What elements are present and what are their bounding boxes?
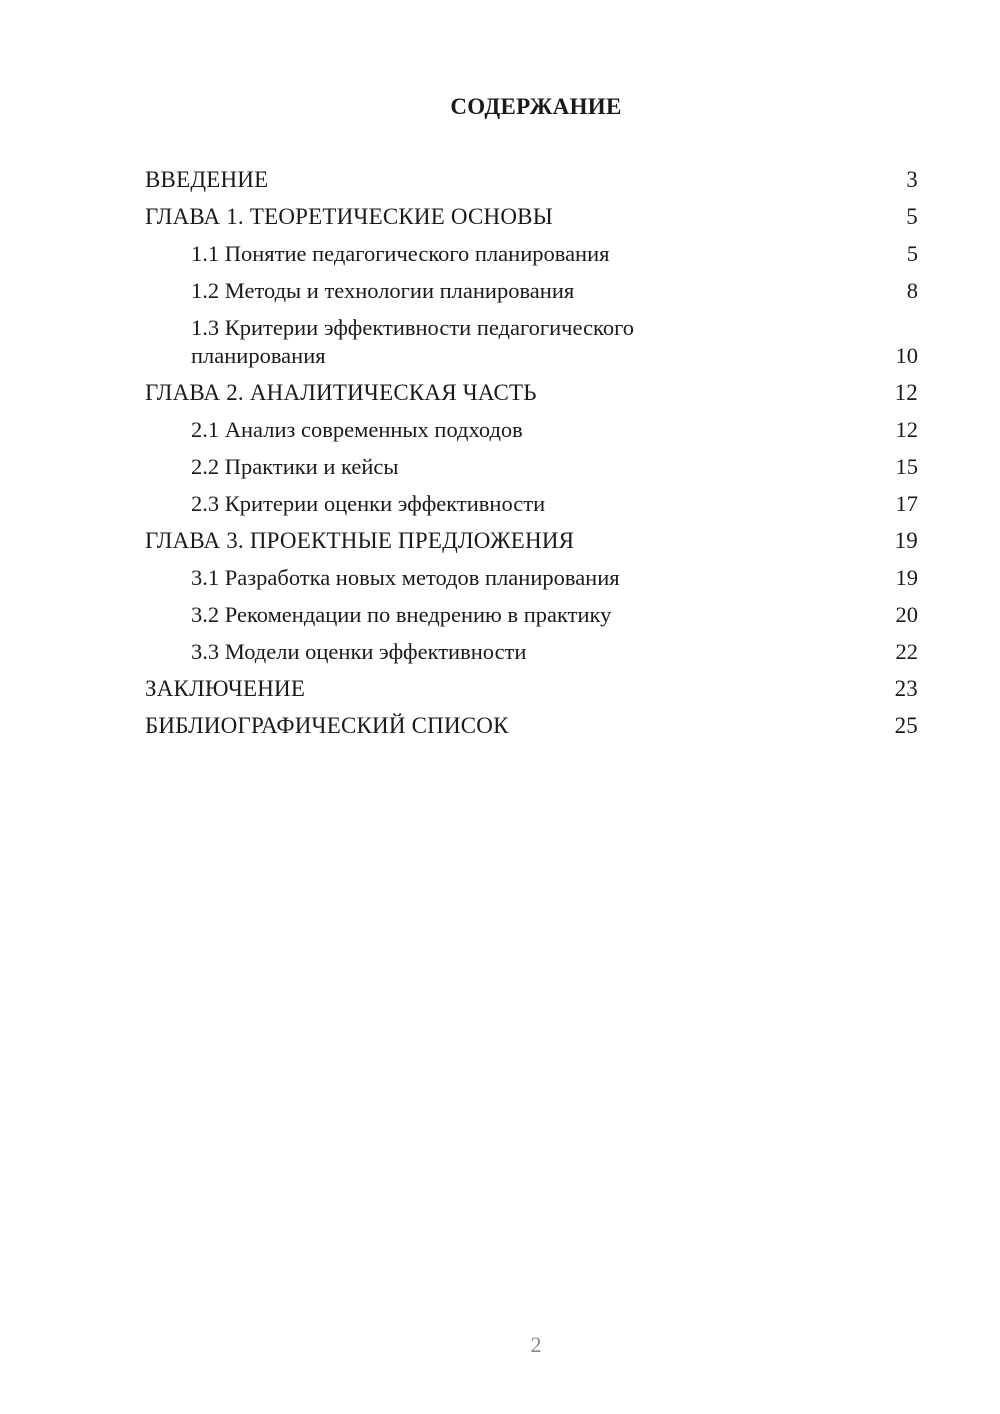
toc-entry-page: 25 xyxy=(894,713,918,738)
toc-entry-section-2-3[interactable] xyxy=(145,490,918,518)
toc-entry-label: 3.2 Рекомендации по внедрению в практику xyxy=(191,602,612,627)
toc-entry-bibliography[interactable] xyxy=(145,712,918,740)
page-number: 2 xyxy=(530,1332,542,1357)
toc-entry-section-3-2[interactable] xyxy=(145,601,918,629)
toc-entry-label: ГЛАВА 2. АНАЛИТИЧЕСКАЯ ЧАСТЬ xyxy=(145,380,537,405)
toc-entry-page: 19 xyxy=(895,565,918,590)
toc-entry-label: ВВЕДЕНИЕ xyxy=(145,167,269,192)
toc-entry-label: 2.3 Критерии оценки эффективности xyxy=(191,491,546,516)
toc-entry-section-2-1[interactable] xyxy=(145,416,918,444)
toc-entry-page: 8 xyxy=(906,278,918,303)
toc-entry-page: 12 xyxy=(894,380,918,405)
toc-entry-page: 5 xyxy=(906,204,918,229)
toc-entry-label: 2.2 Практики и кейсы xyxy=(191,454,399,479)
toc-entry-chapter-2[interactable] xyxy=(145,379,918,407)
toc-entry-page: 23 xyxy=(894,676,918,701)
toc-entry-label: ГЛАВА 1. ТЕОРЕТИЧЕСКИЕ ОСНОВЫ xyxy=(145,204,553,229)
toc-entry-section-1-1[interactable] xyxy=(145,240,918,268)
toc-entry-chapter-3[interactable] xyxy=(145,527,918,555)
toc-entry-page: 3 xyxy=(906,167,918,192)
toc-entry-page: 5 xyxy=(906,241,918,266)
toc-entry-section-1-2[interactable] xyxy=(145,277,918,305)
page-title: СОДЕРЖАНИЕ xyxy=(450,94,622,119)
toc-entry-label: 3.3 Модели оценки эффективности xyxy=(191,639,527,664)
toc-entry-label: ГЛАВА 3. ПРОЕКТНЫЕ ПРЕДЛОЖЕНИЯ xyxy=(145,528,575,553)
toc-entry-label: 1.3 Критерии эффективности педагогического планирования xyxy=(191,315,634,368)
toc-entry-page: 22 xyxy=(895,639,918,664)
toc-entry-page: 20 xyxy=(895,602,918,627)
toc-entry-introduction[interactable] xyxy=(145,166,918,194)
toc-entry-section-3-1[interactable] xyxy=(145,564,918,592)
toc-entry-label: 1.1 Понятие педагогического планирования xyxy=(191,241,610,266)
toc-entry-page: 15 xyxy=(895,454,918,479)
toc-entry-label: 1.2 Методы и технологии планирования xyxy=(191,278,575,303)
toc-entry-page: 19 xyxy=(894,528,918,553)
toc-entry-page: 12 xyxy=(895,417,918,442)
toc-entry-label: 2.1 Анализ современных подходов xyxy=(191,417,523,442)
toc-entry-label: 3.1 Разработка новых методов планирования xyxy=(191,565,620,590)
toc-entry-label: БИБЛИОГРАФИЧЕСКИЙ СПИСОК xyxy=(145,713,509,738)
toc-entry-page: 17 xyxy=(895,491,918,516)
toc-entry-conclusion[interactable] xyxy=(145,675,918,703)
toc-entry-section-3-3[interactable] xyxy=(145,638,918,666)
toc-entry-label: ЗАКЛЮЧЕНИЕ xyxy=(145,676,306,701)
toc-entry-section-1-3[interactable] xyxy=(145,314,918,370)
table-of-contents xyxy=(145,166,918,749)
toc-entry-page: 10 xyxy=(895,343,918,368)
toc-entry-chapter-1[interactable] xyxy=(145,203,918,231)
toc-entry-section-2-2[interactable] xyxy=(145,453,918,481)
